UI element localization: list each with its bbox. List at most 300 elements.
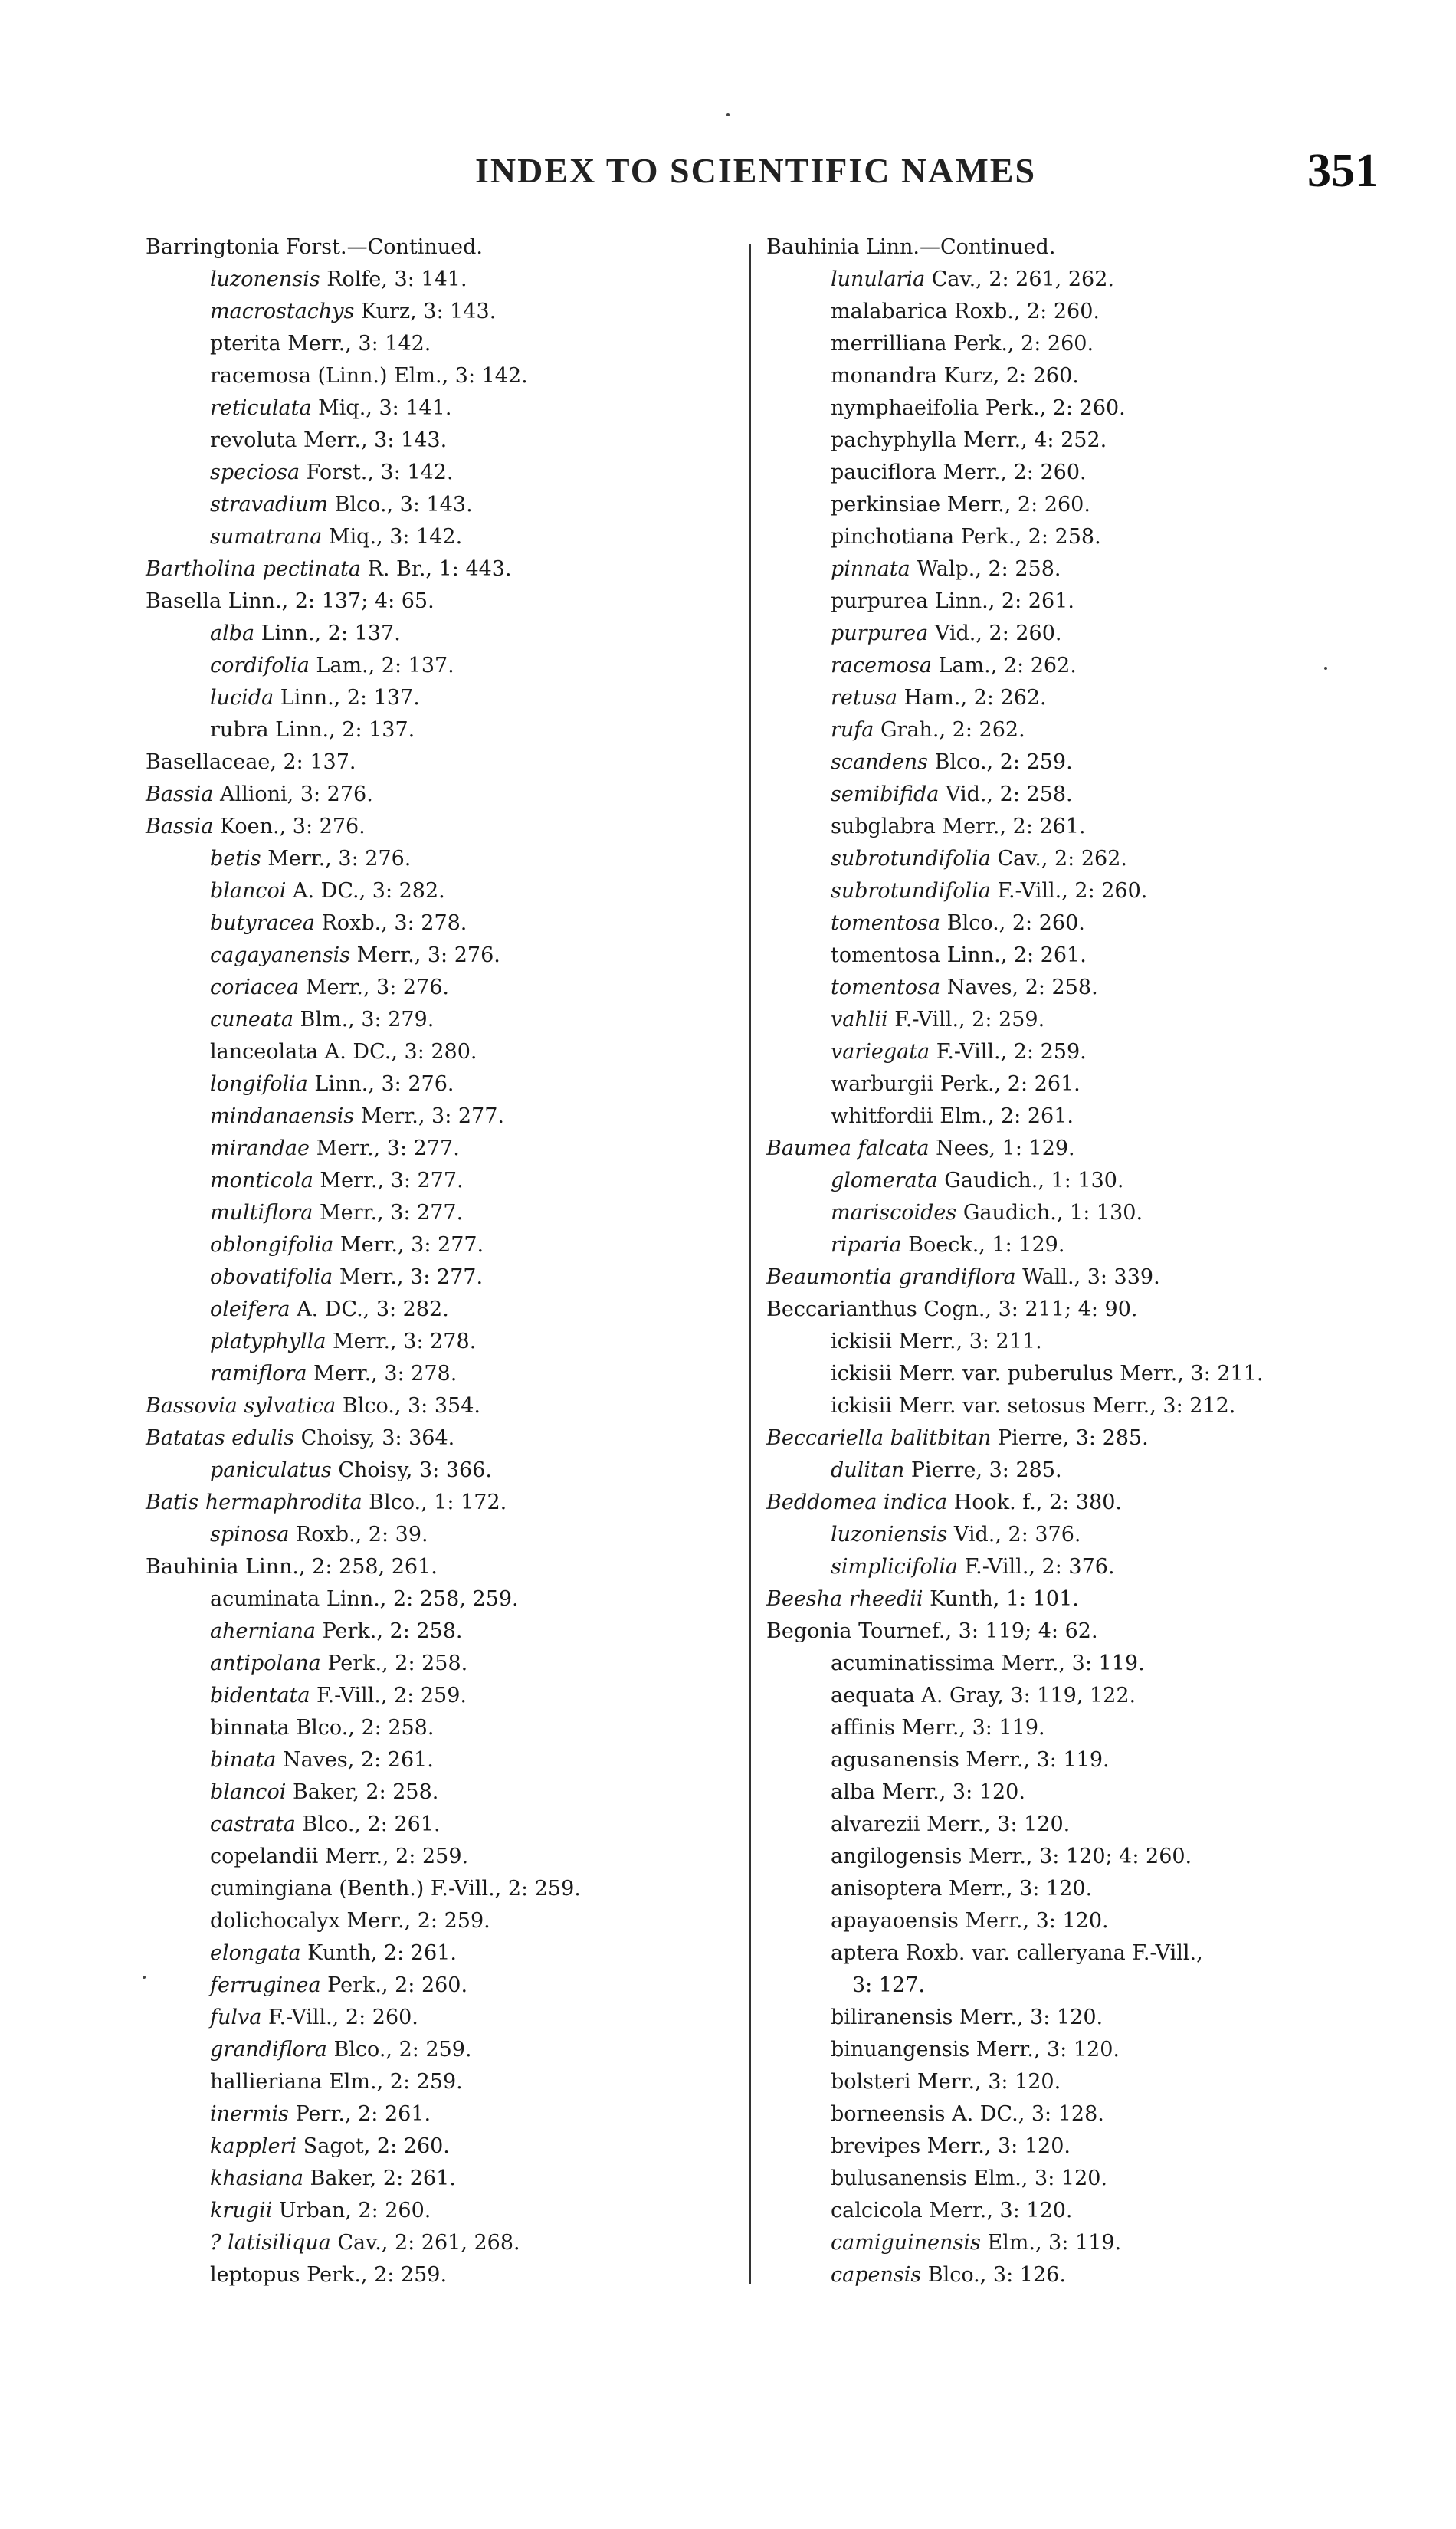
entry-reference: Perk., 2: 259. <box>300 2263 448 2287</box>
index-entry <box>146 1358 736 1390</box>
entry-reference: Merr., 3: 277. <box>313 1201 464 1225</box>
index-entry <box>146 1776 736 1809</box>
index-entry <box>146 875 736 907</box>
entry-name: Bauhinia <box>766 235 860 259</box>
entry-name: Bauhinia <box>146 1555 239 1579</box>
entry-name: blancoi <box>210 879 287 903</box>
entry-name: pachyphylla <box>831 428 957 452</box>
running-header-title: INDEX TO SCIENTIFIC NAMES <box>475 151 1037 190</box>
index-entry <box>146 1261 736 1294</box>
index-entry <box>766 811 1395 843</box>
entry-reference: Blco., 2: 261. <box>295 1812 441 1836</box>
entry-reference: Merr., 3: 276. <box>261 847 412 871</box>
entry-reference: Merr., 2: 259. <box>318 1845 469 1868</box>
entry-reference: Sagot, 2: 260. <box>297 2134 450 2158</box>
index-entry <box>766 264 1395 296</box>
index-entry-genus <box>146 1551 736 1583</box>
entry-name: Basellaceae <box>146 750 271 774</box>
entry-reference: Perk., 2: 260. <box>946 332 1094 356</box>
entry-name: cagayanensis <box>210 943 351 967</box>
index-entry <box>146 264 736 296</box>
entry-name: monticola <box>210 1169 313 1192</box>
index-entry <box>146 682 736 714</box>
entry-reference: Miq., 3: 142. <box>322 525 463 549</box>
entry-name: oleifera <box>210 1297 290 1321</box>
page-number: 351 <box>1307 145 1379 197</box>
entry-reference: Gaudich., 1: 130. <box>937 1169 1124 1192</box>
scan-speck <box>1324 667 1327 670</box>
index-entry <box>766 457 1395 489</box>
entry-reference: Merr., 3: 143. <box>297 428 448 452</box>
index-entry <box>146 1648 736 1680</box>
entry-reference: Nees, 1: 129. <box>929 1137 1075 1160</box>
entry-reference: Elm., 2: 259. <box>322 2070 463 2094</box>
index-entry <box>766 1455 1395 1487</box>
entry-reference: Merr., 3: 278. <box>326 1330 477 1353</box>
entry-reference: Merr., 3: 120. <box>969 2038 1120 2062</box>
index-entry <box>146 1294 736 1326</box>
entry-reference: Roxb., 2: 39. <box>289 1523 428 1547</box>
index-entry <box>766 1358 1395 1390</box>
entry-name: purpurea <box>831 589 929 613</box>
entry-name: bolsteri <box>831 2070 911 2094</box>
entry-name: elongata <box>210 1941 301 1965</box>
entry-reference: Linn., 3: 276. <box>307 1072 454 1096</box>
entry-reference: Merr., 3: 120. <box>922 2199 1073 2222</box>
entry-reference: Blco., 2: 259. <box>326 2038 472 2062</box>
entry-reference: Vid., 2: 376. <box>947 1523 1081 1547</box>
entry-name: platyphylla <box>210 1330 326 1353</box>
entry-reference: Ham., 2: 262. <box>897 686 1047 710</box>
entry-name: angilogensis <box>831 1845 962 1868</box>
entry-name: Beddomea indica <box>766 1491 948 1514</box>
index-entry <box>146 2259 736 2291</box>
entry-reference: Linn., 2: 137. <box>254 622 401 645</box>
entry-name: alba <box>831 1780 876 1804</box>
entry-name: lucida <box>210 686 274 710</box>
index-entry <box>766 1648 1395 1680</box>
entry-name: agusanensis <box>831 1748 959 1772</box>
entry-name: butyracea <box>210 911 315 935</box>
entry-name: whitfordii <box>831 1104 933 1128</box>
entry-reference: Wall., 3: 339. <box>1015 1265 1160 1289</box>
entry-reference: F.-Vill., 2: 259. <box>930 1040 1087 1064</box>
index-entry <box>146 907 736 940</box>
entry-name: castrata <box>210 1812 296 1836</box>
entry-reference: Gaudich., 1: 130. <box>956 1201 1143 1225</box>
index-entry-genus <box>146 1422 736 1455</box>
entry-reference: Merr., 3: 120. <box>953 2006 1103 2029</box>
entry-name: ickisii <box>831 1330 892 1353</box>
entry-name: apayaoensis <box>831 1909 959 1933</box>
entry-name: acuminata <box>210 1587 320 1611</box>
entry-name: tomentosa <box>831 911 941 935</box>
entry-reference: Blco., 1: 172. <box>362 1491 507 1514</box>
scan-speck <box>143 1976 146 1979</box>
entry-reference: F.-Vill., 2: 259. <box>310 1684 467 1707</box>
entry-name: hallieriana <box>210 2070 323 2094</box>
entry-name: lunularia <box>831 267 926 291</box>
entry-reference: F.-Vill., 2: 260. <box>261 2006 418 2029</box>
index-entry-genus <box>766 1133 1395 1165</box>
entry-reference: R. Br., 1: 443. <box>360 557 512 581</box>
index-entry <box>146 1229 736 1261</box>
index-entry-genus <box>766 231 1395 264</box>
entry-name: borneensis <box>831 2102 946 2126</box>
index-entry <box>766 1068 1395 1100</box>
right-index-column <box>766 231 1395 2291</box>
index-entry <box>766 489 1395 521</box>
index-entry <box>146 1326 736 1358</box>
entry-name: pinnata <box>831 557 910 581</box>
index-entry <box>766 1229 1395 1261</box>
entry-reference: Kurz, 2: 260. <box>937 364 1079 388</box>
entry-reference: Allioni, 3: 276. <box>213 782 373 806</box>
entry-reference: Merr., 3: 211. <box>891 1330 1042 1353</box>
entry-reference: A. DC., 3: 282. <box>286 879 445 903</box>
index-entry <box>146 1068 736 1100</box>
index-entry <box>766 1744 1395 1776</box>
index-entry-genus <box>766 1422 1395 1455</box>
column-divider <box>749 244 751 2284</box>
entry-name: krugii <box>210 2199 273 2222</box>
entry-name: subrotundifolia <box>831 879 991 903</box>
entry-name: pterita <box>210 332 281 356</box>
entry-reference: Kurz, 3: 143. <box>354 300 497 323</box>
entry-reference: Merr. var. setosus Merr., 3: 212. <box>891 1394 1236 1418</box>
entry-name: affinis <box>831 1716 895 1740</box>
entry-reference: Merr., 3: 120. <box>920 1812 1071 1836</box>
index-entry <box>766 1165 1395 1197</box>
entry-reference: Perk., 2: 260. <box>320 1973 468 1997</box>
entry-name: mirandae <box>210 1137 310 1160</box>
entry-name: macrostachys <box>210 300 355 323</box>
entry-name: monandra <box>831 364 938 388</box>
entry-reference: Blco., 2: 260. <box>940 911 1085 935</box>
index-entry <box>146 360 736 392</box>
entry-name: ickisii <box>831 1362 892 1386</box>
entry-reference: Forst.—Continued. <box>279 235 483 259</box>
index-entry <box>766 972 1395 1004</box>
entry-name: khasiana <box>210 2167 303 2190</box>
entry-reference: Urban, 2: 260. <box>272 2199 431 2222</box>
entry-name: bidentata <box>210 1684 310 1707</box>
entry-reference: Merr., 3: 120. <box>958 1909 1109 1933</box>
entry-reference: Merr., 3: 276. <box>299 976 449 999</box>
entry-name: aequata <box>831 1684 915 1707</box>
index-entry <box>766 1680 1395 1712</box>
entry-name: subglabra <box>831 815 936 838</box>
entry-name: malabarica <box>831 300 948 323</box>
index-entry-genus <box>146 553 736 586</box>
entry-name: sumatrana <box>210 525 323 549</box>
index-entry-genus <box>766 1487 1395 1519</box>
entry-name: alba <box>210 622 255 645</box>
entry-reference: Linn., 2: 261. <box>940 943 1087 967</box>
entry-reference: Perk., 2: 260. <box>979 396 1126 420</box>
index-entry <box>766 1970 1395 2002</box>
index-entry <box>766 2163 1395 2195</box>
entry-name: kappleri <box>210 2134 297 2158</box>
entry-name: Bassia <box>146 815 214 838</box>
entry-name: revoluta <box>210 428 297 452</box>
entry-reference: Merr., 3: 120. <box>910 2070 1061 2094</box>
entry-reference: (Linn.) Elm., 3: 142. <box>310 364 528 388</box>
entry-name: purpurea <box>831 622 929 645</box>
entry-name: scandens <box>831 750 928 774</box>
entry-name: fulva <box>210 2006 262 2029</box>
index-entry-genus <box>146 1487 736 1519</box>
entry-reference: Merr., 3: 120. <box>920 2134 1071 2158</box>
index-entry <box>766 2227 1395 2259</box>
entry-name: biliranensis <box>831 2006 953 2029</box>
index-entry <box>766 2195 1395 2227</box>
entry-name: coriacea <box>210 976 300 999</box>
index-entry <box>146 2034 736 2066</box>
entry-reference: Choisy, 3: 366. <box>331 1458 492 1482</box>
entry-reference: Linn., 2: 261. <box>928 589 1074 613</box>
entry-name: cumingiana <box>210 1877 333 1901</box>
index-entry <box>146 2098 736 2130</box>
entry-reference: Kunth, 1: 101. <box>923 1587 1079 1611</box>
entry-reference: Cogn., 3: 211; 4: 90. <box>917 1297 1138 1321</box>
entry-name: grandiflora <box>210 2038 327 2062</box>
index-entry <box>766 779 1395 811</box>
index-entry <box>146 1455 736 1487</box>
entry-name: cuneata <box>210 1008 293 1032</box>
index-entry-genus <box>766 1261 1395 1294</box>
index-entry <box>766 1905 1395 1937</box>
index-entry <box>766 1036 1395 1068</box>
index-entry <box>146 650 736 682</box>
entry-name: multiflora <box>210 1201 313 1225</box>
entry-reference: Merr., 3: 276. <box>350 943 500 967</box>
entry-reference: Walp., 2: 258. <box>910 557 1061 581</box>
index-entry <box>146 457 736 489</box>
index-entry <box>146 1970 736 2002</box>
entry-name: ferruginea <box>210 1973 321 1997</box>
index-entry <box>146 328 736 360</box>
entry-name: cordifolia <box>210 654 310 677</box>
index-entry <box>766 328 1395 360</box>
index-entry <box>766 360 1395 392</box>
entry-reference: Merr., 4: 252. <box>956 428 1107 452</box>
entry-name: acuminatissima <box>831 1652 995 1675</box>
index-entry <box>146 392 736 425</box>
index-entry <box>146 296 736 328</box>
entry-name: Bartholina pectinata <box>146 557 361 581</box>
entry-name: copelandii <box>210 1845 319 1868</box>
index-entry <box>766 940 1395 972</box>
entry-reference: Perk., 2: 258. <box>954 525 1101 549</box>
index-entry <box>766 1004 1395 1036</box>
entry-reference: Linn., 2: 258, 261. <box>238 1555 438 1579</box>
entry-name: luzonensis <box>210 267 320 291</box>
index-entry-genus <box>766 1583 1395 1615</box>
index-entry <box>766 875 1395 907</box>
entry-name: pinchotiana <box>831 525 955 549</box>
entry-reference: A. DC., 3: 128. <box>945 2102 1104 2126</box>
index-entry <box>766 714 1395 746</box>
index-entry <box>146 1712 736 1744</box>
entry-name: brevipes <box>831 2134 921 2158</box>
index-entry-genus <box>146 746 736 779</box>
index-entry <box>766 618 1395 650</box>
index-entry <box>766 1390 1395 1422</box>
index-entry <box>146 1165 736 1197</box>
index-entry <box>146 1004 736 1036</box>
index-entry <box>146 1873 736 1905</box>
entry-name: semibifida <box>831 782 940 806</box>
entry-reference: Blco., 3: 143. <box>327 493 473 517</box>
entry-name: mariscoides <box>831 1201 957 1225</box>
entry-reference: Linn., 2: 137. <box>274 686 420 710</box>
index-entry <box>766 553 1395 586</box>
entry-name: binuangensis <box>831 2038 970 2062</box>
index-entry <box>766 1551 1395 1583</box>
entry-reference: Linn., 2: 137. <box>268 718 415 742</box>
entry-reference: Roxb. var. calleryana F.-Vill., <box>899 1941 1203 1965</box>
index-entry <box>766 1873 1395 1905</box>
entry-reference: Linn.—Continued. <box>859 235 1056 259</box>
entry-reference: Baker, 2: 261. <box>303 2167 456 2190</box>
entry-name: aptera <box>831 1941 900 1965</box>
entry-reference: Kunth, 2: 261. <box>300 1941 457 1965</box>
entry-name: aherniana <box>210 1619 316 1643</box>
entry-reference: Merr., 3: 277. <box>333 1265 484 1289</box>
entry-name: spinosa <box>210 1523 290 1547</box>
entry-name: camiguinensis <box>831 2231 981 2255</box>
entry-name: bulusanensis <box>831 2167 967 2190</box>
entry-name: tomentosa <box>831 976 941 999</box>
entry-reference: Merr., 3: 277. <box>310 1137 460 1160</box>
index-entry <box>766 1326 1395 1358</box>
entry-reference: Merr., 3: 120. <box>875 1780 1025 1804</box>
entry-name: nymphaeifolia <box>831 396 979 420</box>
index-entry <box>766 650 1395 682</box>
entry-reference: Vid., 2: 260. <box>928 622 1062 645</box>
entry-reference: Naves, 2: 261. <box>276 1748 434 1772</box>
index-entry <box>146 1615 736 1648</box>
index-entry <box>766 1712 1395 1744</box>
entry-reference: Blco., 2: 259. <box>927 750 1073 774</box>
index-entry <box>146 972 736 1004</box>
index-entry <box>146 843 736 875</box>
entry-reference: Elm., 2: 261. <box>933 1104 1074 1128</box>
entry-reference: Miq., 3: 141. <box>311 396 452 420</box>
entry-name: dulitan <box>831 1458 905 1482</box>
entry-reference: Linn., 2: 258, 259. <box>320 1587 519 1611</box>
entry-name: ickisii <box>831 1394 892 1418</box>
entry-name: lanceolata <box>210 1040 319 1064</box>
index-entry <box>766 521 1395 553</box>
entry-reference: Merr., 3: 120; 4: 260. <box>962 1845 1192 1868</box>
index-entry <box>146 1680 736 1712</box>
entry-name: simplicifolia <box>831 1555 959 1579</box>
entry-reference: Merr., 3: 277. <box>333 1233 484 1257</box>
index-entry <box>766 2098 1395 2130</box>
entry-reference: F.-Vill., 2: 259. <box>887 1008 1045 1032</box>
entry-name: anisoptera <box>831 1877 943 1901</box>
entry-name: blancoi <box>210 1780 287 1804</box>
entry-name: rufa <box>831 718 874 742</box>
entry-reference: (Benth.) F.-Vill., 2: 259. <box>332 1877 581 1901</box>
entry-reference: Merr., 2: 260. <box>936 461 1087 484</box>
entry-name: antipolana <box>210 1652 321 1675</box>
index-entry <box>146 2227 736 2259</box>
index-entry <box>766 586 1395 618</box>
index-entry <box>146 1841 736 1873</box>
entry-name: binata <box>210 1748 277 1772</box>
entry-reference: Perk., 2: 261. <box>933 1072 1081 1096</box>
entry-reference: Pierre, 3: 285. <box>904 1458 1062 1482</box>
left-index-column <box>146 231 736 2291</box>
entry-name: Beaumontia grandiflora <box>766 1265 1016 1289</box>
entry-name: warburgii <box>831 1072 934 1096</box>
index-entry <box>766 1197 1395 1229</box>
index-entry <box>766 2130 1395 2163</box>
entry-name: binnata <box>210 1716 290 1740</box>
entry-name: alvarezii <box>831 1812 920 1836</box>
entry-name: calcicola <box>831 2199 923 2222</box>
entry-name: merrilliana <box>831 332 947 356</box>
entry-name: ? latisiliqua <box>210 2231 331 2255</box>
entry-reference: Merr., 3: 278. <box>307 1362 457 1386</box>
entry-name: Baumea falcata <box>766 1137 930 1160</box>
entry-name: obovatifolia <box>210 1265 333 1289</box>
index-entry-genus <box>146 779 736 811</box>
index-entry-genus <box>146 586 736 618</box>
entry-reference: Merr., 3: 119. <box>894 1716 1045 1740</box>
entry-name: capensis <box>831 2263 922 2287</box>
index-entry <box>766 1100 1395 1133</box>
entry-name: leptopus <box>210 2263 300 2287</box>
index-entry-genus <box>146 811 736 843</box>
index-entry <box>146 1036 736 1068</box>
entry-reference: Merr., 3: 142. <box>280 332 431 356</box>
entry-reference: Forst., 3: 142. <box>300 461 454 484</box>
entry-reference: Merr., 2: 259. <box>339 1909 490 1933</box>
entry-reference: Rolfe, 3: 141. <box>320 267 467 291</box>
entry-name: Batis hermaphrodita <box>146 1491 362 1514</box>
index-entry-genus <box>146 1390 736 1422</box>
index-entry <box>766 2034 1395 2066</box>
entry-name: Begonia <box>766 1619 852 1643</box>
entry-reference: Cav., 2: 261, 268. <box>330 2231 520 2255</box>
entry-reference: Boeck., 1: 129. <box>901 1233 1065 1257</box>
entry-name: oblongifolia <box>210 1233 334 1257</box>
index-entry <box>146 1519 736 1551</box>
entry-name: Basella <box>146 589 222 613</box>
entry-name: vahlii <box>831 1008 888 1032</box>
entry-name: Batatas edulis <box>146 1426 295 1450</box>
entry-name: tomentosa <box>831 943 941 967</box>
entry-reference: Linn., 2: 137; 4: 65. <box>221 589 435 613</box>
entry-reference: Blm., 3: 279. <box>293 1008 435 1032</box>
entry-name: Beccarianthus <box>766 1297 917 1321</box>
entry-name: pauciflora <box>831 461 936 484</box>
entry-reference: Lam., 2: 262. <box>931 654 1077 677</box>
index-entry <box>146 2002 736 2034</box>
index-entry <box>766 2066 1395 2098</box>
entry-name: riparia <box>831 1233 902 1257</box>
index-entry <box>146 1100 736 1133</box>
entry-reference: F.-Vill., 2: 376. <box>958 1555 1115 1579</box>
index-entry-genus <box>766 1615 1395 1648</box>
entry-reference: Merr., 2: 261. <box>935 815 1086 838</box>
entry-reference: Merr., 3: 277. <box>354 1104 504 1128</box>
entry-name: betis <box>210 847 261 871</box>
